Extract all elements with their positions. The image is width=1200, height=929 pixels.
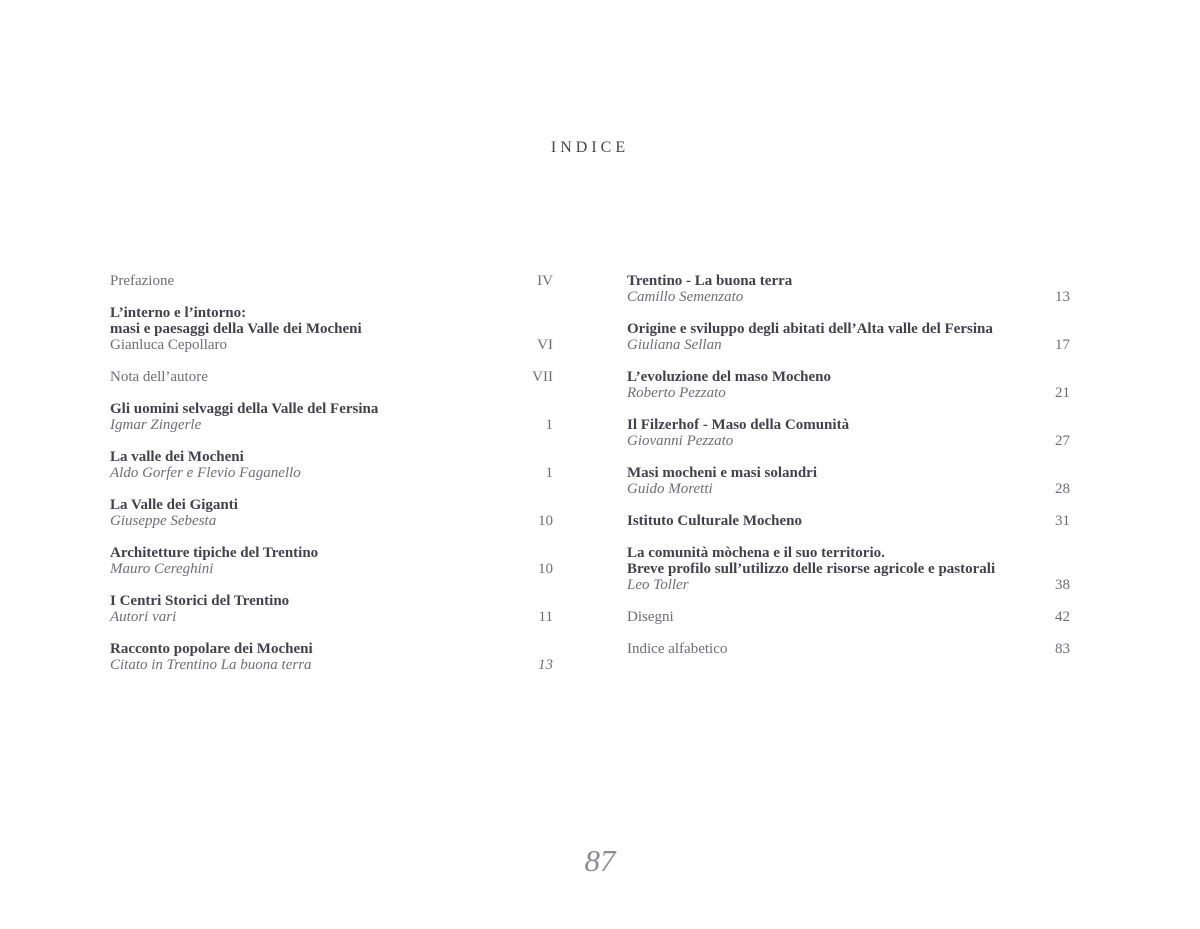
toc-entry xyxy=(110,641,553,673)
toc-entry-text xyxy=(627,545,1045,593)
toc-entry-page: 31 xyxy=(1055,513,1070,529)
toc-entry-line: Aldo Gorfer e Flevio Faganello xyxy=(110,465,301,481)
toc-entry-line: La comunità mòchena e il suo territorio. xyxy=(627,545,885,561)
toc-entry-line: I Centri Storici del Trentino xyxy=(110,593,290,609)
toc-entry-line: masi e paesaggi della Valle dei Mocheni xyxy=(110,321,362,337)
toc-entry-page: 38 xyxy=(1055,577,1070,593)
toc-entry-page: 17 xyxy=(1055,337,1070,353)
toc-entry-page: 83 xyxy=(1055,641,1070,657)
toc-entry xyxy=(110,369,553,385)
toc-entry xyxy=(627,369,1070,401)
toc-entry-text xyxy=(110,305,527,353)
toc-entry-page: 13 xyxy=(1055,289,1070,305)
toc-entry-text xyxy=(110,449,536,481)
toc-entry-line: Giovanni Pezzato xyxy=(627,433,734,449)
toc-entry xyxy=(627,273,1070,305)
toc-entry xyxy=(110,401,553,433)
toc-column-left xyxy=(110,273,553,689)
toc-entry-line: Guido Moretti xyxy=(627,481,713,497)
toc-entry-line: Disegni xyxy=(627,609,674,625)
toc-entry-page: IV xyxy=(537,273,553,289)
toc-entry-page: 11 xyxy=(538,609,553,625)
toc-entry-line: Citato in Trentino La buona terra xyxy=(110,657,312,673)
toc-entry-text xyxy=(110,497,528,529)
toc-entry xyxy=(110,593,553,625)
toc-entry-text xyxy=(110,401,536,433)
toc-entry-text xyxy=(110,641,528,673)
toc-entry-page: 13 xyxy=(538,657,553,673)
toc-entry-line: Mauro Cereghini xyxy=(110,561,214,577)
toc-entry-page: 1 xyxy=(545,465,553,481)
page-number: 87 xyxy=(584,843,616,878)
toc-entry-text xyxy=(627,609,1045,625)
toc-entry-line: Igmar Zingerle xyxy=(110,417,202,433)
toc-entry-line: Il Filzerhof - Maso della Comunità xyxy=(627,417,850,433)
toc-entry-text xyxy=(627,513,1045,529)
toc-entry-line: Giuliana Sellan xyxy=(627,337,722,353)
toc-columns xyxy=(110,273,1070,689)
toc-entry-line: Gli uomini selvaggi della Valle del Fersina xyxy=(110,401,379,417)
toc-entry xyxy=(627,513,1070,529)
toc-entry-line: Prefazione xyxy=(110,273,175,289)
toc-entry-text xyxy=(627,321,1045,353)
toc-entry-line: Racconto popolare dei Mocheni xyxy=(110,641,313,657)
toc-entry xyxy=(110,449,553,481)
toc-entry-line: L’evoluzione del maso Mocheno xyxy=(627,369,832,385)
toc-column-right xyxy=(627,273,1070,689)
toc-entry-line: La valle dei Mocheni xyxy=(110,449,244,465)
toc-entry xyxy=(627,321,1070,353)
toc-entry-page: 42 xyxy=(1055,609,1070,625)
toc-entry-line: Architetture tipiche del Trentino xyxy=(110,545,319,561)
toc-entry xyxy=(627,545,1070,593)
toc-entry-line: Breve profilo sull’utilizzo delle risorse agricole e pastorali xyxy=(627,561,996,577)
toc-entry xyxy=(627,465,1070,497)
toc-entry-line: Autori vari xyxy=(110,609,177,625)
toc-entry-page: 10 xyxy=(538,561,553,577)
toc-entry-page: 21 xyxy=(1055,385,1070,401)
toc-entry-text xyxy=(627,417,1045,449)
toc-entry-text xyxy=(110,593,529,625)
toc-entry-line: L’interno e l’intorno: xyxy=(110,305,247,321)
toc-entry xyxy=(627,641,1070,657)
toc-entry-text xyxy=(627,641,1045,657)
toc-entry-text xyxy=(110,273,527,289)
toc-entry-line: Giuseppe Sebesta xyxy=(110,513,217,529)
toc-entry-page: VI xyxy=(537,337,553,353)
toc-entry-page: 28 xyxy=(1055,481,1070,497)
toc-entry-text xyxy=(110,369,522,385)
toc-entry xyxy=(110,545,553,577)
toc-entry-line: Camillo Semenzato xyxy=(627,289,744,305)
toc-entry xyxy=(627,609,1070,625)
toc-entry-line: Roberto Pezzato xyxy=(627,385,726,401)
toc-entry-line: Istituto Culturale Mocheno xyxy=(627,513,802,529)
page-title: INDICE xyxy=(550,139,630,156)
toc-entry-text xyxy=(627,273,1045,305)
toc-entry xyxy=(627,417,1070,449)
toc-entry-line: Gianluca Cepollaro xyxy=(110,337,228,353)
toc-entry-text xyxy=(627,369,1045,401)
toc-entry-text xyxy=(110,545,528,577)
toc-entry-line: Nota dell’autore xyxy=(110,369,208,385)
toc-entry-page: 1 xyxy=(545,417,553,433)
toc-entry-page: 27 xyxy=(1055,433,1070,449)
toc-entry-line: Trentino - La buona terra xyxy=(627,273,793,289)
toc-entry-page: 10 xyxy=(538,513,553,529)
toc-entry xyxy=(110,273,553,289)
toc-entry-page: VII xyxy=(532,369,553,385)
toc-entry-line: Indice alfabetico xyxy=(627,641,728,657)
toc-entry-line: Masi mocheni e masi solandri xyxy=(627,465,817,481)
toc-entry xyxy=(110,497,553,529)
toc-entry-line: La Valle dei Giganti xyxy=(110,497,238,513)
toc-entry-line: Origine e sviluppo degli abitati dell’Alta valle del Fersina xyxy=(627,321,993,337)
toc-entry xyxy=(110,305,553,353)
toc-entry-line: Leo Toller xyxy=(627,577,689,593)
toc-entry-text xyxy=(627,465,1045,497)
